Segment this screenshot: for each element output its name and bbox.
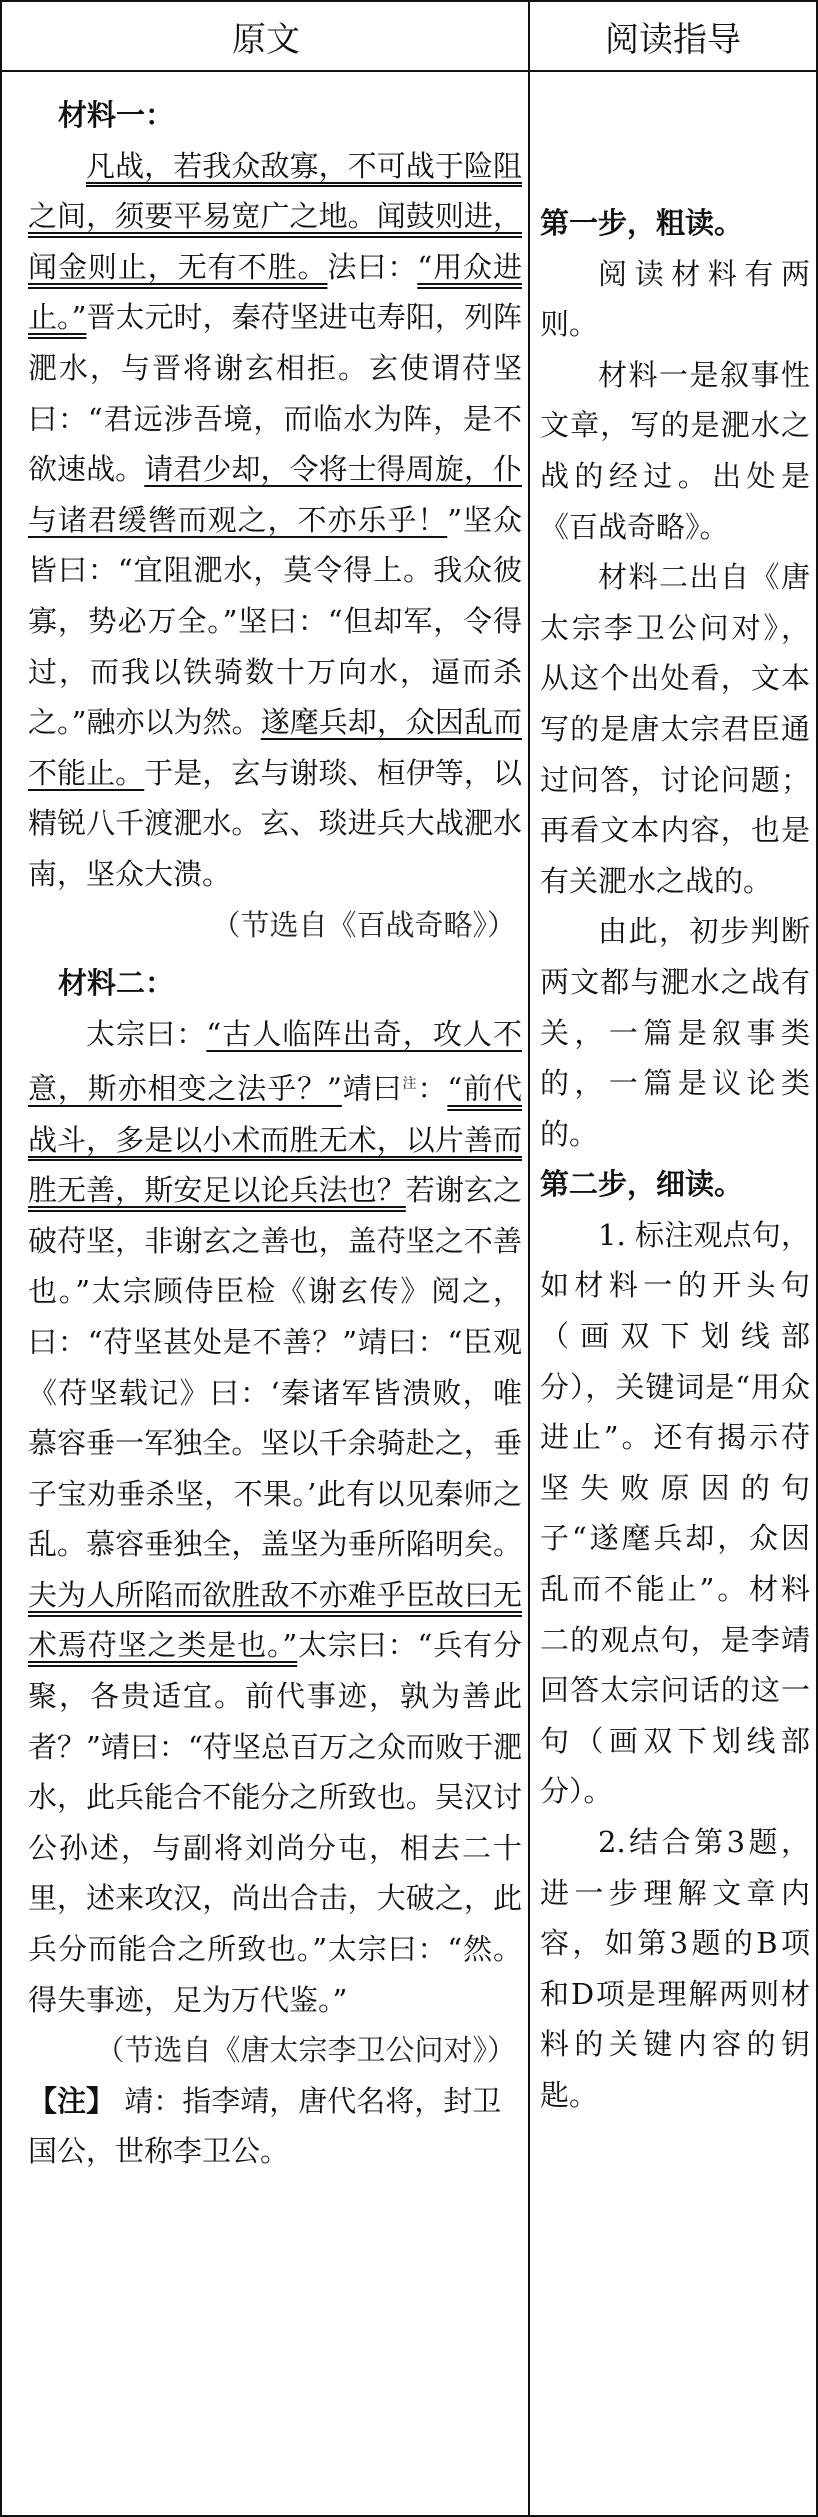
- footnote-text: 靖：指李靖，唐代名将，封卫国公，世称李卫公。: [28, 2083, 502, 2169]
- material1-body: [28, 141, 522, 900]
- material1-text: ”坚众皆曰：“宜阻淝水，莫令得上。我众彼寡，势必万全。”坚曰：“但却军，令得过，而我以铁骑数十万向水，逼而杀之。”融亦以为然。: [28, 502, 522, 740]
- material2-body: [28, 1009, 522, 2026]
- material1-thesis-underlined: 凡战，若我众敌寡，不可战于险阻之间，须要平易宽广之地。闻鼓则进，闻金则止，无有不胜。: [28, 148, 522, 284]
- footnote-label: 【注】: [28, 2083, 116, 2118]
- guide-paragraph: 由此，初步判断两文都与淝水之战有关，一篇是叙事类的，一篇是议论类的。: [540, 914, 810, 1151]
- step2-title: 第二步，细读。: [540, 1167, 744, 1202]
- material2-text: 若谢玄之破苻坚，非谢玄之善也，盖苻坚之不善也。”太宗顾侍臣检《谢玄传》阅之，曰：“苻坚甚处是不善？”靖曰：“臣观《苻坚载记》曰：‘秦诸军皆溃败，唯慕容垂一军独全。坚以千余骑赴之，垂子宝劝垂杀坚，不果。’此有以见秦师之乱。慕容垂独全，盖坚为垂所陷明矣。: [28, 1173, 522, 1562]
- original-text-column: [28, 82, 522, 2177]
- header-divider: [2, 70, 816, 72]
- material2-conclusion-underlined: 夫为人所陷而欲胜敌不亦难乎臣故曰无术焉苻坚之类是也。”: [28, 1577, 522, 1663]
- material2-text: ：: [417, 1071, 448, 1106]
- reading-guide-column: [540, 198, 810, 2121]
- material2-text: 靖曰: [341, 1071, 403, 1106]
- material1-text: 于是，玄与谢琰、桓伊等，以精锐八千渡淝水。玄、琰进兵大战淝水南，坚众大溃。: [28, 755, 522, 891]
- material1-text: 晋太元时，秦苻坚进屯寿阳，列阵淝水，与晋将谢玄相拒。玄使谓苻坚曰：“君远涉吾境，而临水为阵，是不欲速战。: [28, 300, 522, 487]
- material1-source: （节选自《百战奇略》）: [211, 907, 516, 942]
- guide-paragraph: 材料一是叙事性文章，写的是淝水之战的经过。出处是《百战奇略》。: [540, 357, 810, 544]
- guide-paragraph: 阅读材料有两则。: [540, 256, 810, 342]
- column-divider: [528, 2, 530, 2515]
- material2-label: 材料二：: [58, 966, 175, 1001]
- footnote: [28, 2076, 522, 2177]
- material1-text: 法曰：: [327, 249, 418, 284]
- material1-keyword-underlined: “用众进止。”: [28, 249, 522, 335]
- step1-title: 第一步，粗读。: [540, 206, 744, 240]
- material2-thesis-underlined: “前代战斗，多是以小术而胜无术，以片善而胜无善，斯安足以论兵法也？: [28, 1071, 522, 1208]
- guide-paragraph: 2.结合第3题，进一步理解文章内容，如第3题的B项和D项是理解两则材料的关键内容的钥匙。: [540, 1825, 810, 2112]
- material2-text: 太宗曰：“兵有分聚，各贵适宜。前代事迹，孰为善此者？”靖曰：“苻坚总百万之众而败于淝水，此兵能合不能分之所致也。吴汉讨公孙述，与副将刘尚分屯，相去二十里，述来攻汉，尚出合击，大破之，此兵分而能合之所致也。”太宗曰：“然。得失事迹，足为万代鉴。”: [28, 1628, 522, 2017]
- material1-label: 材料一：: [58, 98, 175, 132]
- material1-request-underlined: 请君少却，令将士得周旋，仆与诸君缓辔而观之，不亦乐乎！: [28, 452, 522, 537]
- material1-cause-underlined: 遂麾兵却，众因乱而不能止。: [28, 705, 522, 790]
- header-original-text: 原文: [232, 19, 300, 60]
- guide-paragraph: 1. 标注观点句，如材料一的开头句（画双下划线部分），关键词是“用众进止”。还有揭示苻坚失败原因的句子“遂麾兵却，众因乱而不能止”。材料二的观点句，是李靖回答太宗问话的这一句（画双下划线部分）。: [540, 1217, 810, 1809]
- material2-source: （节选自《唐太宗李卫公问对》）: [95, 2033, 516, 2068]
- material2-text: 太宗曰：: [86, 1016, 207, 1051]
- guide-paragraph: 材料二出自《唐太宗李卫公问对》，从这个出处看，文本写的是唐太宗君臣通过问答，讨论问题；再看文本内容，也是有关淝水之战的。: [540, 560, 810, 898]
- material2-question-underlined: “古人临阵出奇，攻人不意，斯亦相变之法乎？”: [28, 1016, 522, 1106]
- note-marker: 注: [402, 1076, 418, 1093]
- header-reading-guide: 阅读指导: [605, 19, 741, 60]
